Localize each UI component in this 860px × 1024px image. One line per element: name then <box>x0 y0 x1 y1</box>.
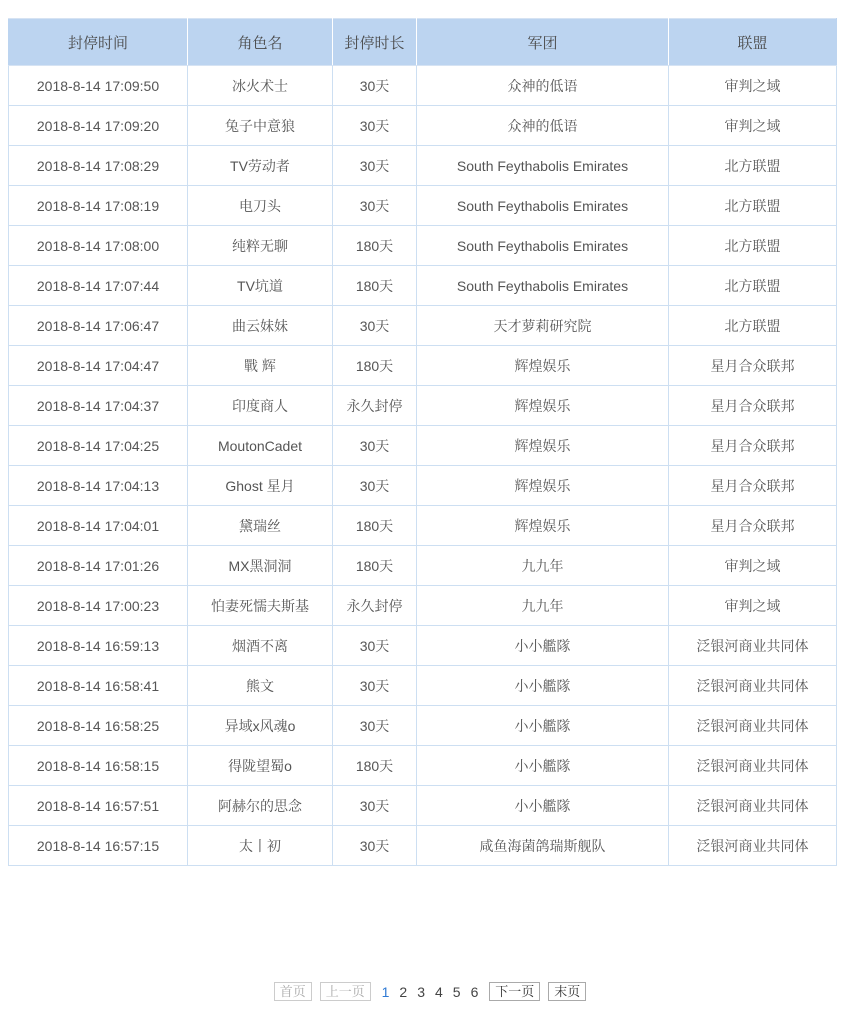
alliance-cell: 泛银河商业共同体 <box>669 746 837 786</box>
character-name-cell: 戰 辉 <box>188 346 333 386</box>
ban-duration-cell: 30天 <box>333 666 417 706</box>
alliance-cell: 泛银河商业共同体 <box>669 786 837 826</box>
character-name-cell: Ghost 星月 <box>188 466 333 506</box>
alliance-cell: 北方联盟 <box>669 186 837 226</box>
ban-duration-cell: 30天 <box>333 146 417 186</box>
alliance-cell: 泛银河商业共同体 <box>669 706 837 746</box>
corporation-cell: 众神的低语 <box>417 66 669 106</box>
alliance-cell: 泛银河商业共同体 <box>669 826 837 866</box>
ban-time-cell: 2018-8-14 17:06:47 <box>9 306 188 346</box>
prev-page-button[interactable]: 上一页 <box>320 982 371 1001</box>
ban-duration-cell: 30天 <box>333 826 417 866</box>
character-name-cell: 黛瑞丝 <box>188 506 333 546</box>
ban-time-cell: 2018-8-14 16:59:13 <box>9 626 188 666</box>
alliance-cell: 审判之域 <box>669 546 837 586</box>
character-name-cell: 纯粹无聊 <box>188 226 333 266</box>
alliance-cell: 北方联盟 <box>669 146 837 186</box>
corporation-cell: 辉煌娱乐 <box>417 506 669 546</box>
page-number-4[interactable]: 4 <box>435 983 443 1000</box>
column-header-character-name: 角色名 <box>188 19 333 66</box>
corporation-cell: 九九年 <box>417 546 669 586</box>
character-name-cell: TV坑道 <box>188 266 333 306</box>
table-row <box>9 66 837 106</box>
table-row <box>9 226 837 266</box>
ban-time-cell: 2018-8-14 16:58:15 <box>9 746 188 786</box>
next-page-button[interactable]: 下一页 <box>489 982 540 1001</box>
character-name-cell: 熊文 <box>188 666 333 706</box>
corporation-cell: 辉煌娱乐 <box>417 386 669 426</box>
ban-duration-cell: 30天 <box>333 706 417 746</box>
page-number-2[interactable]: 2 <box>399 983 408 1000</box>
table-row <box>9 146 837 186</box>
alliance-cell: 北方联盟 <box>669 226 837 266</box>
character-name-cell: 怕妻死懦夫斯基 <box>188 586 333 626</box>
corporation-cell: 辉煌娱乐 <box>417 426 669 466</box>
table-row <box>9 546 837 586</box>
column-header-ban-duration: 封停时长 <box>333 19 417 66</box>
pagination <box>0 982 860 1001</box>
table-header <box>9 19 837 66</box>
alliance-cell: 泛银河商业共同体 <box>669 626 837 666</box>
character-name-cell: 得陇望蜀o <box>188 746 333 786</box>
corporation-cell: South Feythabolis Emirates <box>417 146 669 186</box>
alliance-cell: 星月合众联邦 <box>669 386 837 426</box>
corporation-cell: 天才萝莉研究院 <box>417 306 669 346</box>
ban-time-cell: 2018-8-14 16:58:41 <box>9 666 188 706</box>
table-row <box>9 186 837 226</box>
table-row <box>9 266 837 306</box>
ban-duration-cell: 永久封停 <box>333 386 417 426</box>
page-number-list <box>377 982 484 998</box>
ban-duration-cell: 永久封停 <box>333 586 417 626</box>
ban-time-cell: 2018-8-14 17:00:23 <box>9 586 188 626</box>
corporation-cell: 小小艦隊 <box>417 626 669 666</box>
table-row <box>9 626 837 666</box>
character-name-cell: MX黑洞洞 <box>188 546 333 586</box>
ban-time-cell: 2018-8-14 17:09:50 <box>9 66 188 106</box>
corporation-cell: South Feythabolis Emirates <box>417 266 669 306</box>
alliance-cell: 审判之域 <box>669 586 837 626</box>
ban-duration-cell: 30天 <box>333 306 417 346</box>
ban-duration-cell: 30天 <box>333 66 417 106</box>
ban-duration-cell: 180天 <box>333 506 417 546</box>
alliance-cell: 星月合众联邦 <box>669 426 837 466</box>
ban-time-cell: 2018-8-14 17:08:19 <box>9 186 188 226</box>
table-row <box>9 306 837 346</box>
ban-time-cell: 2018-8-14 17:04:01 <box>9 506 188 546</box>
ban-duration-cell: 180天 <box>333 746 417 786</box>
alliance-cell: 北方联盟 <box>669 306 837 346</box>
corporation-cell: South Feythabolis Emirates <box>417 186 669 226</box>
ban-duration-cell: 30天 <box>333 626 417 666</box>
table-row <box>9 586 837 626</box>
ban-duration-cell: 30天 <box>333 106 417 146</box>
character-name-cell: 烟酒不离 <box>188 626 333 666</box>
corporation-cell: 辉煌娱乐 <box>417 466 669 506</box>
ban-time-cell: 2018-8-14 16:58:25 <box>9 706 188 746</box>
ban-list-container <box>8 18 836 866</box>
alliance-cell: 泛银河商业共同体 <box>669 666 837 706</box>
character-name-cell: 太丨初 <box>188 826 333 866</box>
ban-time-cell: 2018-8-14 17:04:13 <box>9 466 188 506</box>
character-name-cell: TV劳动者 <box>188 146 333 186</box>
table-row <box>9 506 837 546</box>
ban-list-table <box>8 18 837 866</box>
table-row <box>9 106 837 146</box>
corporation-cell: 众神的低语 <box>417 106 669 146</box>
ban-duration-cell: 180天 <box>333 546 417 586</box>
ban-time-cell: 2018-8-14 17:08:00 <box>9 226 188 266</box>
table-row <box>9 786 837 826</box>
corporation-cell: 小小艦隊 <box>417 786 669 826</box>
alliance-cell: 星月合众联邦 <box>669 346 837 386</box>
table-row <box>9 466 837 506</box>
page-number-1[interactable]: 1 <box>381 983 390 1000</box>
ban-duration-cell: 180天 <box>333 226 417 266</box>
table-row <box>9 826 837 866</box>
character-name-cell: 阿赫尔的思念 <box>188 786 333 826</box>
column-header-corporation: 军团 <box>417 19 669 66</box>
ban-duration-cell: 180天 <box>333 266 417 306</box>
table-row <box>9 386 837 426</box>
corporation-cell: South Feythabolis Emirates <box>417 226 669 266</box>
ban-time-cell: 2018-8-14 16:57:15 <box>9 826 188 866</box>
character-name-cell: 冰火术士 <box>188 66 333 106</box>
ban-duration-cell: 30天 <box>333 466 417 506</box>
alliance-cell: 星月合众联邦 <box>669 466 837 506</box>
ban-duration-cell: 180天 <box>333 346 417 386</box>
ban-duration-cell: 30天 <box>333 186 417 226</box>
ban-time-cell: 2018-8-14 17:04:25 <box>9 426 188 466</box>
ban-time-cell: 2018-8-14 17:04:37 <box>9 386 188 426</box>
ban-time-cell: 2018-8-14 17:09:20 <box>9 106 188 146</box>
alliance-cell: 星月合众联邦 <box>669 506 837 546</box>
page-number-6[interactable]: 6 <box>470 983 479 1000</box>
table-row <box>9 426 837 466</box>
corporation-cell: 辉煌娱乐 <box>417 346 669 386</box>
column-header-ban-time: 封停时间 <box>9 19 188 66</box>
ban-time-cell: 2018-8-14 16:57:51 <box>9 786 188 826</box>
page-number-5[interactable]: 5 <box>452 983 461 1000</box>
column-header-alliance: 联盟 <box>669 19 837 66</box>
table-row <box>9 706 837 746</box>
character-name-cell: 印度商人 <box>188 386 333 426</box>
table-row <box>9 666 837 706</box>
ban-time-cell: 2018-8-14 17:07:44 <box>9 266 188 306</box>
first-page-button[interactable]: 首页 <box>274 982 312 1001</box>
table-body <box>9 66 837 866</box>
ban-time-cell: 2018-8-14 17:01:26 <box>9 546 188 586</box>
ban-time-cell: 2018-8-14 17:04:47 <box>9 346 188 386</box>
corporation-cell: 小小艦隊 <box>417 746 669 786</box>
corporation-cell: 小小艦隊 <box>417 666 669 706</box>
character-name-cell: 电刀头 <box>188 186 333 226</box>
ban-time-cell: 2018-8-14 17:08:29 <box>9 146 188 186</box>
table-row <box>9 346 837 386</box>
alliance-cell: 审判之域 <box>669 106 837 146</box>
header-row <box>9 19 837 66</box>
character-name-cell: 曲云妹妹 <box>188 306 333 346</box>
corporation-cell: 咸鱼海菌鸽瑞斯舰队 <box>417 826 669 866</box>
alliance-cell: 北方联盟 <box>669 266 837 306</box>
corporation-cell: 小小艦隊 <box>417 706 669 746</box>
ban-duration-cell: 30天 <box>333 786 417 826</box>
ban-duration-cell: 30天 <box>333 426 417 466</box>
character-name-cell: 异域x风魂o <box>188 706 333 746</box>
alliance-cell: 审判之域 <box>669 66 837 106</box>
last-page-button[interactable]: 末页 <box>548 982 586 1001</box>
corporation-cell: 九九年 <box>417 586 669 626</box>
table-row <box>9 746 837 786</box>
character-name-cell: 兔子中意狼 <box>188 106 333 146</box>
character-name-cell: MoutonCadet <box>188 426 333 466</box>
page-number-3[interactable]: 3 <box>417 983 425 1000</box>
